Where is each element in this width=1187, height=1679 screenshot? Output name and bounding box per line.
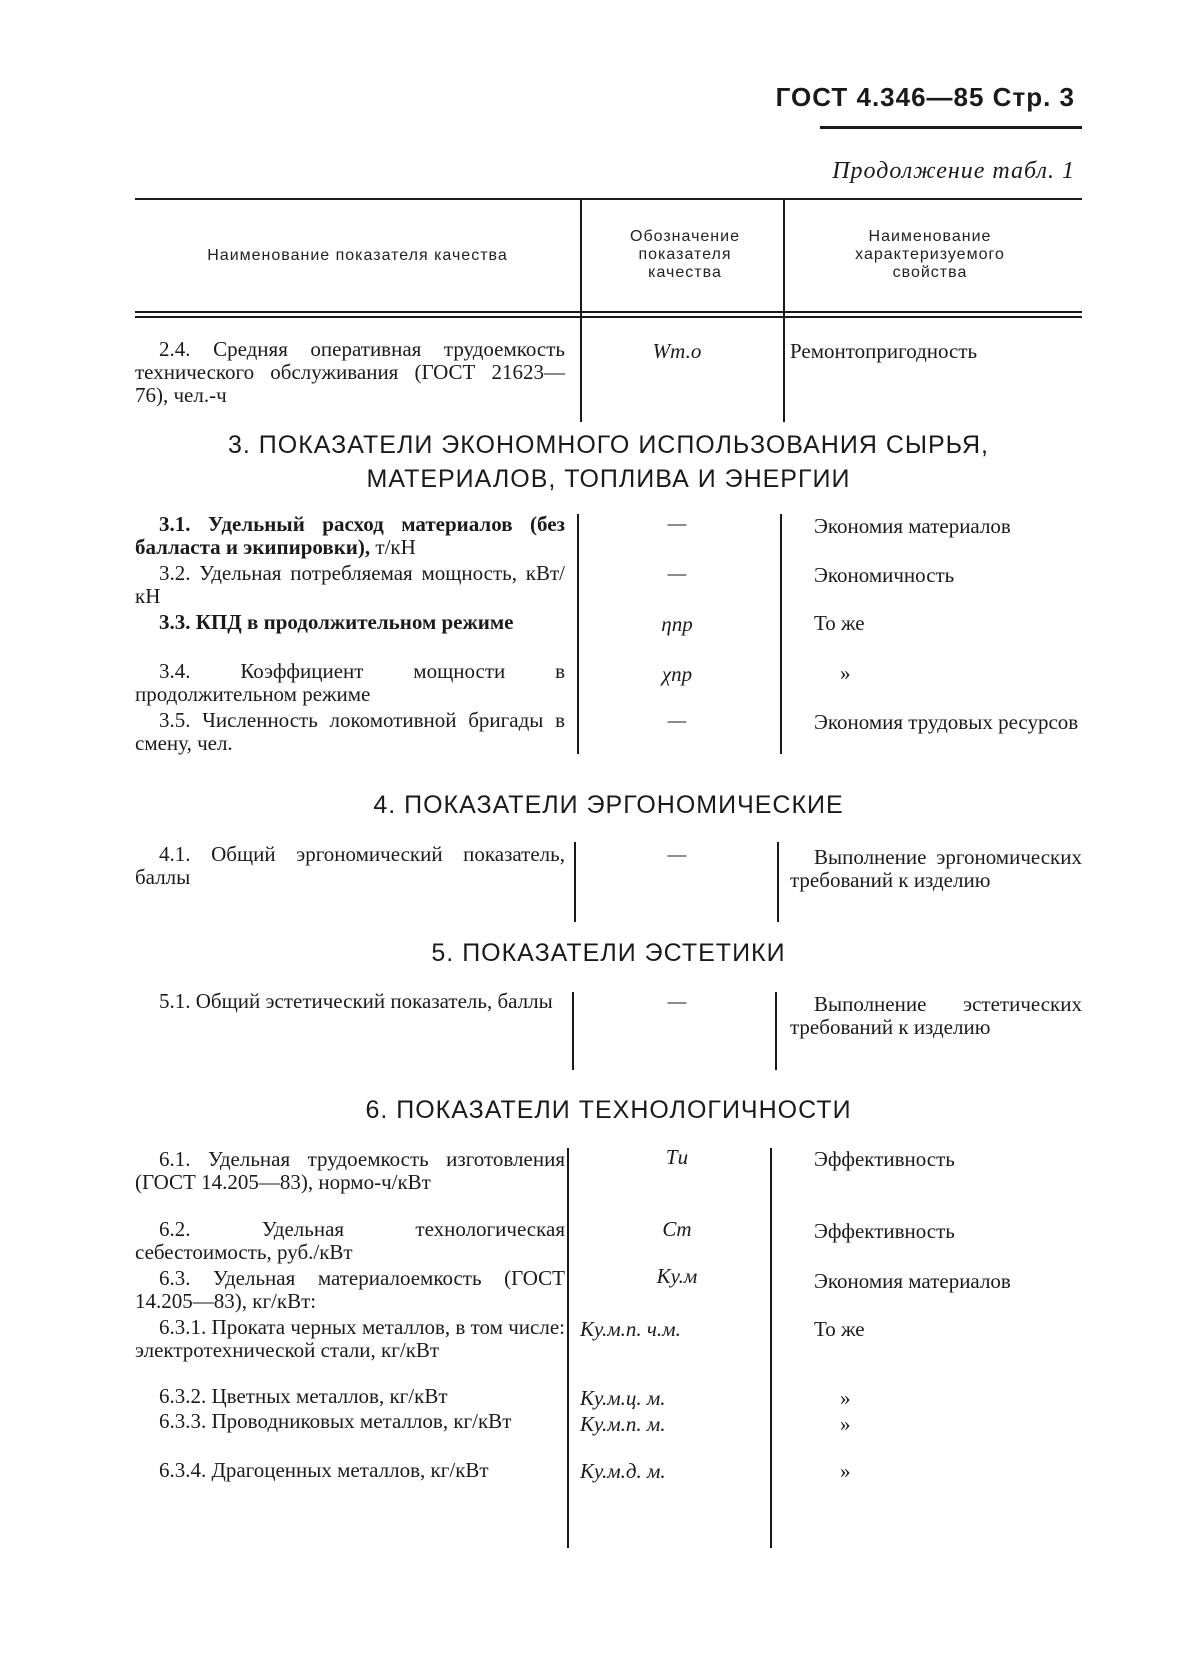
row-3-1-name-bold: 3.1. Удельный расход материалов (без балласта и экипировки), — [135, 512, 565, 559]
row-6-3-property: Экономия материалов — [814, 1269, 1011, 1293]
row-6-3-symbol: Kу.м — [656, 1264, 698, 1288]
section-4-title: 4. ПОКАЗАТЕЛИ ЭРГОНОМИЧЕСКИЕ — [373, 791, 844, 819]
s3-divider-1 — [577, 514, 579, 754]
row-6-3-1-property: То же — [814, 1317, 865, 1341]
row-3-1-property: Экономия материалов — [814, 514, 1011, 538]
section-3-title-line-2: МАТЕРИАЛОВ, ТОПЛИВА И ЭНЕРГИИ — [366, 465, 851, 493]
row-3-3-name: 3.3. КПД в продолжительном режиме — [159, 610, 514, 634]
row-3-1-symbol: — — [667, 511, 687, 535]
row-3-5-name: 3.5. Численность локомотивной бригады в смену, чел. — [135, 708, 565, 755]
row-6-3-4-property: » — [840, 1459, 851, 1483]
section-5-title: 5. ПОКАЗАТЕЛИ ЭСТЕТИКИ — [431, 939, 786, 967]
section-6-title: 6. ПОКАЗАТЕЛИ ТЕХНОЛОГИЧНОСТИ — [365, 1096, 852, 1124]
page-header: ГОСТ 4.346—85 Стр. 3 — [775, 82, 1075, 112]
s4-divider-2 — [777, 842, 779, 922]
table-head-rule-2 — [135, 316, 1082, 318]
row-6-1-name: 6.1. Удельная трудоемкость изготовления (ГОСТ 14.205—83), нормо-ч/кВт — [135, 1147, 565, 1194]
col-header-symbol: Обозначение показателя качества — [630, 228, 740, 281]
row-6-3-3-symbol: Kу.м.п. м. — [580, 1412, 666, 1436]
row-6-3-2-property: » — [840, 1386, 851, 1410]
row-6-3-1-name: 6.3.1. Проката черных металлов, в том числе: электротехнической стали, кг/кВт — [135, 1315, 565, 1362]
row-6-3-2-name: 6.3.2. Цветных металлов, кг/кВт — [159, 1384, 448, 1408]
col-header-name: Наименование показателя качества — [207, 247, 508, 264]
row-3-2-name: 3.2. Удельная потребляемая мощность, кВт/кН — [135, 561, 565, 608]
row-3-5-symbol: — — [667, 708, 687, 732]
row-6-1-property: Эффективность — [814, 1147, 955, 1171]
s6-divider-1 — [567, 1148, 569, 1548]
row-2-4-name: 2.4. Средняя оперативная трудоемкость технического обслуживания (ГОСТ 21623—76), чел.-ч — [135, 337, 565, 407]
section-3-title-line-1: 3. ПОКАЗАТЕЛИ ЭКОНОМНОГО ИСПОЛЬЗОВАНИЯ СЫРЬЯ, — [228, 431, 989, 459]
s5-divider-2 — [775, 992, 777, 1070]
row-3-1-name-rest: т/кН — [370, 535, 416, 559]
row-5-1-name: 5.1. Общий эстетический показатель, баллы — [159, 989, 553, 1013]
row-6-2-symbol: Cт — [662, 1217, 692, 1241]
s3-divider-2 — [780, 514, 782, 754]
row-6-3-4-symbol: Kу.м.д. м. — [580, 1459, 666, 1483]
row-6-3-name: 6.3. Удельная материалоемкость (ГОСТ 14.205—83), кг/кВт: — [135, 1266, 565, 1313]
row-3-2-symbol: — — [667, 561, 687, 585]
row-3-3-symbol: ηпр — [661, 612, 693, 636]
row-3-2-property: Экономичность — [814, 563, 955, 587]
s4-divider-1 — [574, 842, 576, 922]
row-6-2-name: 6.2. Удельная технологическая себестоимость, руб./кВт — [135, 1217, 565, 1264]
row-6-1-symbol: Tи — [665, 1145, 689, 1169]
row-4-1-name: 4.1. Общий эргономический показатель, баллы — [135, 842, 565, 889]
row-5-1-symbol: — — [667, 989, 687, 1013]
table-head-rule-1 — [135, 311, 1082, 313]
row-3-5-property: Экономия трудовых ресурсов — [814, 710, 1079, 734]
row-4-1-property: Выполнение эргономических требований к изделию — [790, 845, 1082, 892]
row-6-2-property: Эффективность — [814, 1219, 955, 1243]
row-3-4-symbol: χпр — [661, 662, 693, 686]
row-3-3-property: То же — [814, 611, 865, 635]
row-6-3-3-property: » — [840, 1412, 851, 1436]
row-5-1-property: Выполнение эстетических требований к изделию — [790, 992, 1082, 1039]
row-6-3-2-symbol: Kу.м.ц. м. — [580, 1386, 666, 1410]
row-4-1-symbol: — — [667, 842, 687, 866]
s5-divider-1 — [572, 992, 574, 1070]
col-header-property: Наименование характеризуемого свойства — [855, 228, 1005, 281]
row-6-3-4-name: 6.3.4. Драгоценных металлов, кг/кВт — [159, 1458, 489, 1482]
row-3-1-name — [135, 513, 565, 559]
row-6-3-1-symbol: Kу.м.п. ч.м. — [580, 1317, 681, 1341]
row-3-4-property: » — [840, 661, 851, 685]
table-continuation-label: Продолжение табл. 1 — [832, 158, 1075, 184]
row-2-4-property: Ремонтопригодность — [790, 339, 978, 363]
row-6-3-3-name: 6.3.3. Проводниковых металлов, кг/кВт — [159, 1409, 512, 1433]
s6-divider-2 — [770, 1148, 772, 1548]
table-top-rule — [135, 198, 1082, 200]
row-2-4-symbol: Wт.о — [652, 339, 702, 363]
row-3-4-name: 3.4. Коэффициент мощности в продолжительном режиме — [135, 659, 565, 706]
header-rule — [820, 126, 1082, 129]
